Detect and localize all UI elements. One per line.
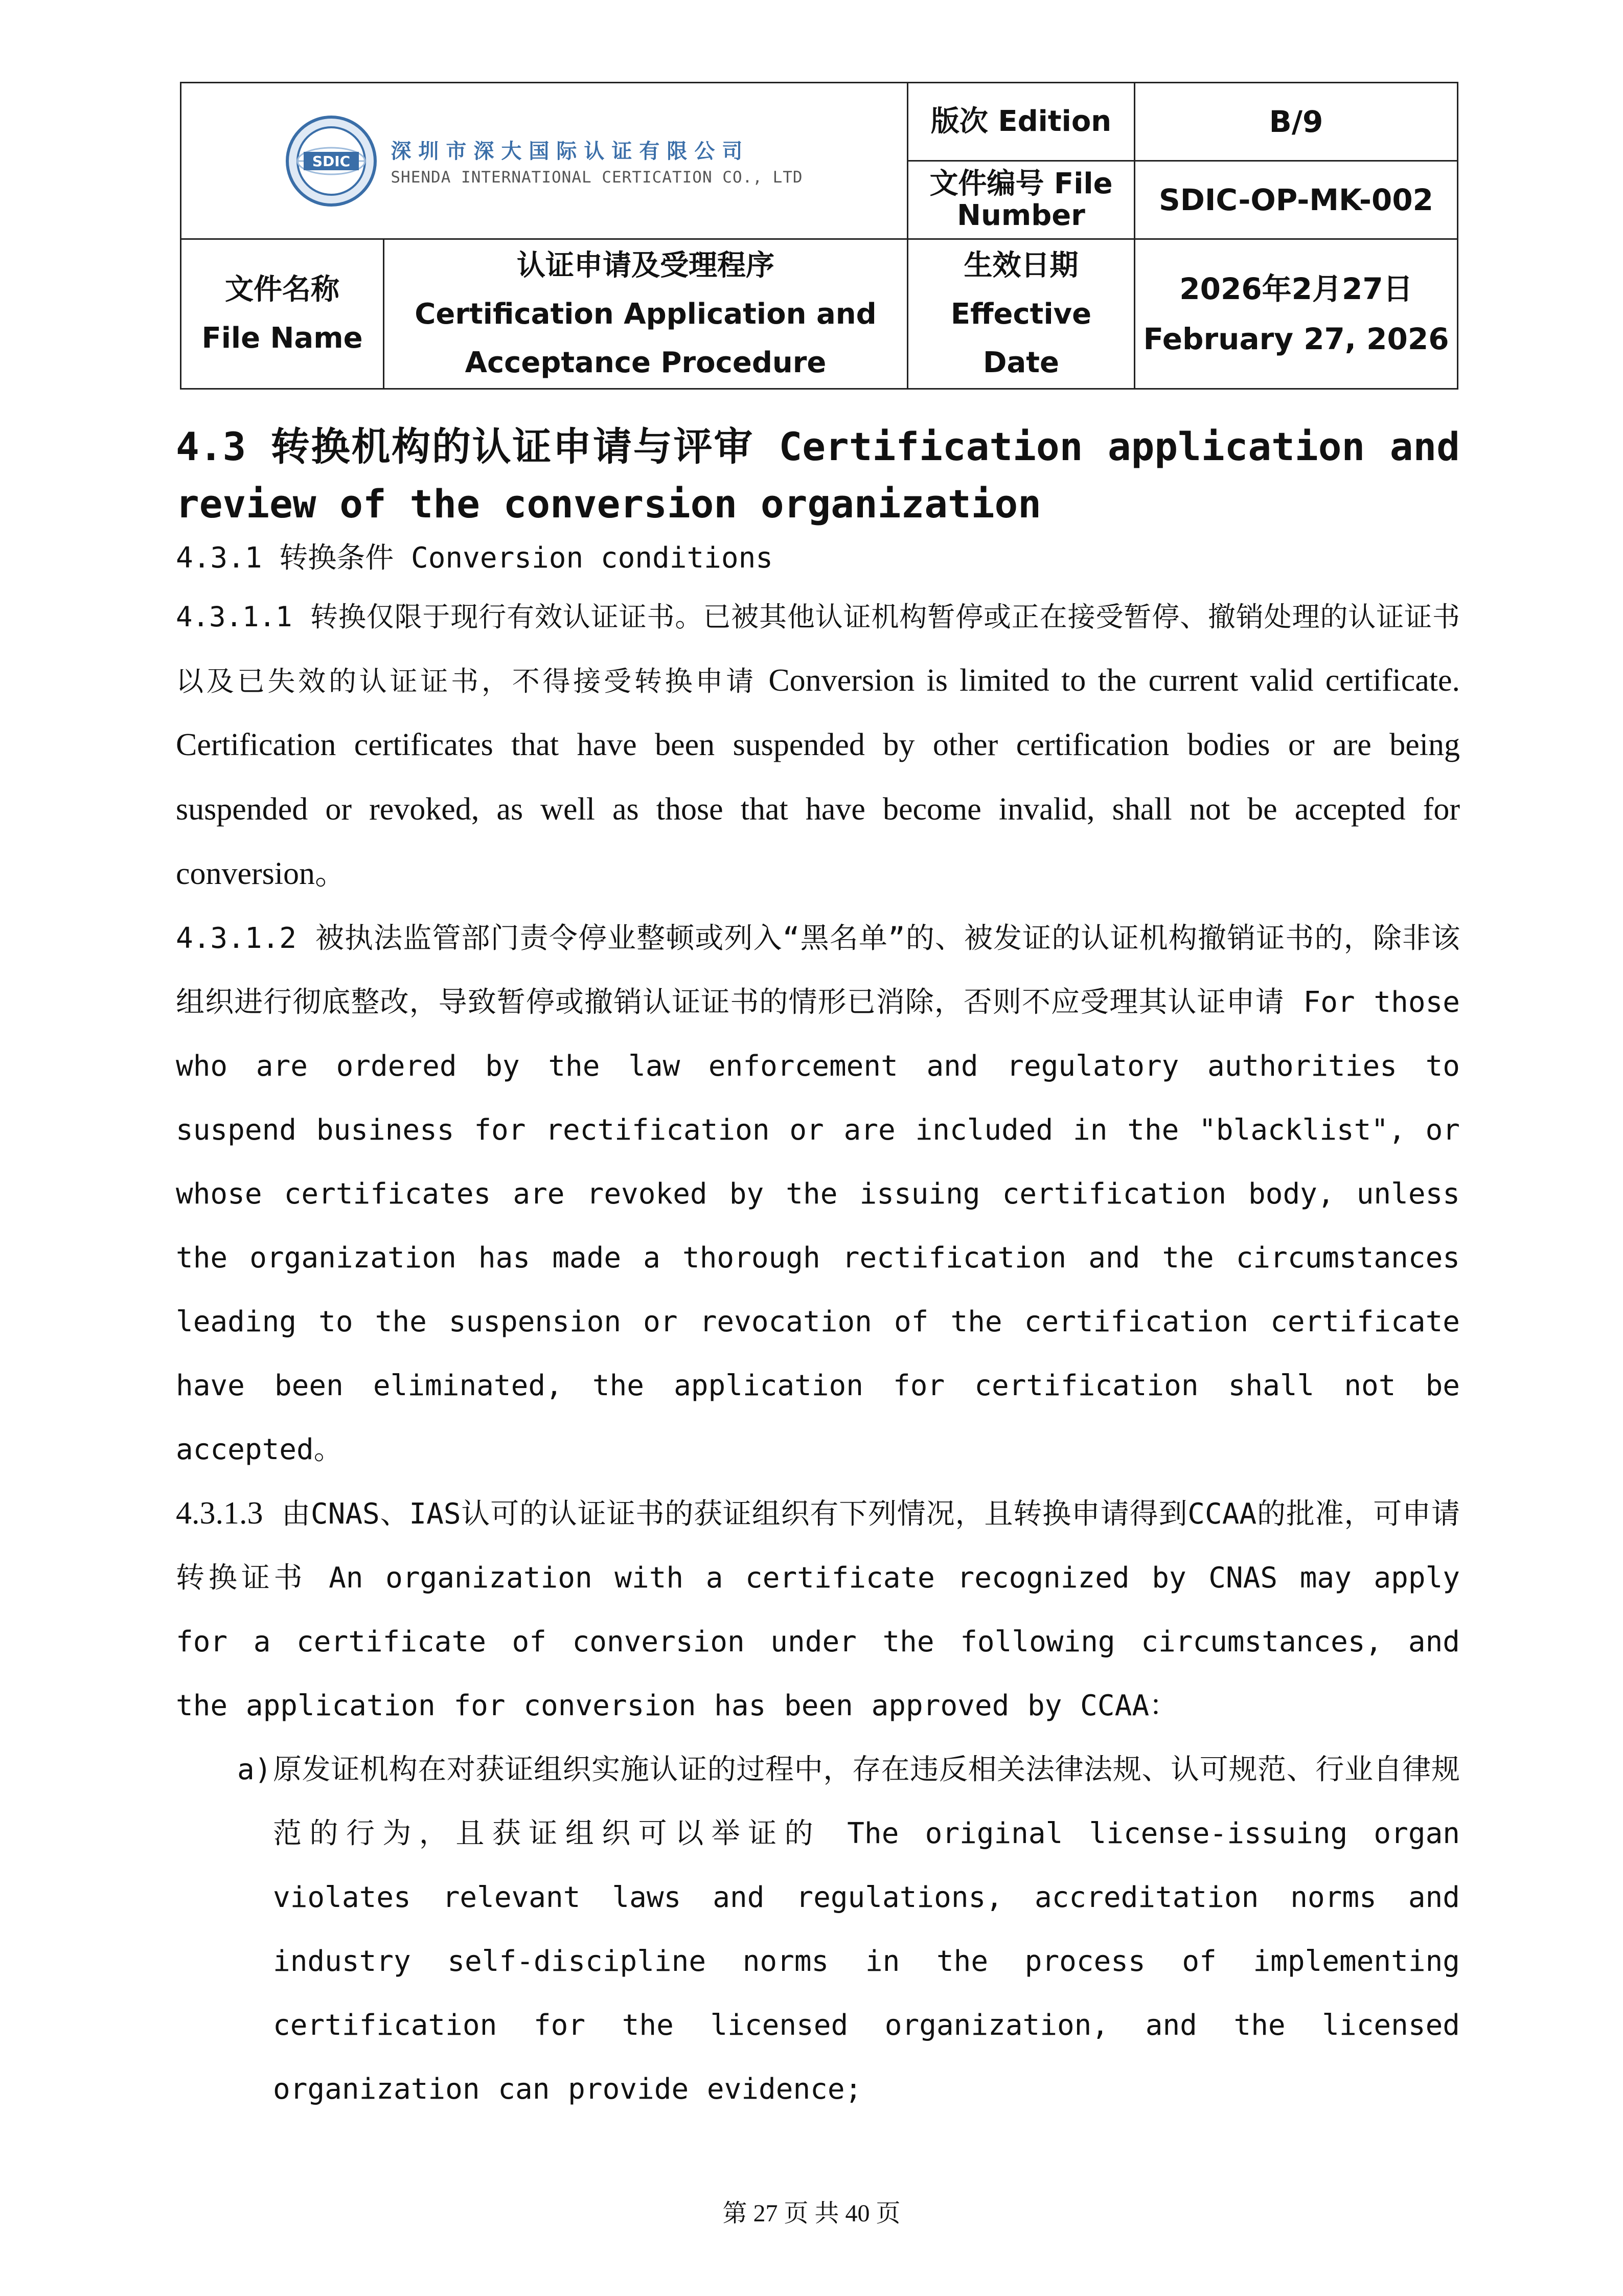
paragraph-4-3-1-2-en: For those who are ordered by the law enforcement and regulatory authorities to suspend business for rectification or are included in the "blacklist", or whose certificates are revoked by the issuing certification body, unless the organization has made a thorough rectification and the circumstances leading to the suspension or revocation of the certification certificate have been eliminated, the application for certification shall not be accepted。 [176,986,1460,1466]
file-name-en-line1: Certification Application and [415,297,877,331]
paragraph-4-3-1-3-number: 4.3.1.3 [176,1496,263,1531]
effective-label-en-1: Effective [950,297,1092,331]
file-name-value [384,239,908,389]
section-heading: 4.3 转换机构的认证申请与评审 Certification application and review of the conversion organization [176,424,1460,527]
file-name-label-en: File Name [201,322,363,355]
paragraph-4-3-1-2-cn: 4.3.1.2 被执法监管部门责令停业整顿或列入“黑名单”的、被发证的认证机构撤销证书的，除非该组织进行彻底整改，导致暂停或撤销认证证书的情形已消除，否则不应受理其认证申请 [176,922,1460,1019]
file-number-value: SDIC-OP-MK-002 [1135,161,1458,239]
edition-label: 版次 Edition [908,83,1135,161]
paragraph-4-3-1-3 [176,1482,1460,1738]
edition-value: B/9 [1135,83,1458,161]
company-logo-cell [181,83,908,239]
paragraph-4-3-1-1-cn: 4.3.1.1 转换仅限于现行有效认证证书。已被其他认证机构暂停或正在接受暂停、撤销处理的认证证书以及已失效的认证证书，不得接受转换申请 [176,601,1460,697]
paragraph-4-3-1-3-cn: 由CNAS、IAS认可的认证证书的获证组织有下列情况，且转换申请得到CCAA的批准，可申请转换证书 [176,1497,1460,1595]
file-name-cn: 认证申请及受理程序 [517,248,774,282]
paragraph-4-3-1-2 [176,906,1460,1482]
file-number-label: 文件编号 File Number [908,161,1135,239]
file-name-label [181,239,384,389]
file-name-label-cn: 文件名称 [225,273,339,306]
company-name-cn: 深圳市深大国际认证有限公司 [391,140,750,163]
effective-date-value [1135,239,1458,389]
section-body [176,418,1460,2121]
company-logo-icon [285,115,377,207]
document-header-table [180,82,1458,390]
paragraph-4-3-1-1 [176,585,1460,906]
file-name-en-line2: Acceptance Procedure [465,346,827,379]
list-item-a [176,1738,1460,2121]
list-item-a-cn: 原发证机构在对获证组织实施认证的过程中，存在违反相关法律法规、认可规范、行业自律规范的行为，且获证组织可以举证的 [273,1753,1460,1850]
page-number-footer: 第 27 页 共 40 页 [722,2200,901,2227]
list-item-a-en: The original license-issuing organ violates relevant laws and regulations, accreditation norms and industry self-discipline norms in the process of implementing certification for the licensed organization, and the licensed organization can provide evidence; [273,1817,1460,2106]
company-name-en: SHENDA INTERNATIONAL CERTICATION CO., LTD [391,168,803,187]
effective-date-en: February 27, 2026 [1143,322,1449,356]
list-item-a-marker: a) [237,1753,272,1786]
logo-monogram: SDIC [312,152,351,170]
paragraph-4-3-1-1-en: Conversion is limited to the current valid certificate. Certification certificates that have been suspended by other certification bodies or are being suspended or revoked, as well as those that have become invalid, shall not be accepted for conversion。 [176,663,1460,891]
effective-label-en-2: Date [982,346,1060,379]
paragraph-4-3-1-3-en: An organization with a certificate recognized by CNAS may apply for a certificate of conversion under the following circumstances, and the application for conversion has been approved by CCAA： [176,1561,1460,1722]
effective-date-cn: 2026年2月27日 [1179,271,1413,306]
effective-date-label [908,239,1135,389]
section-subheading: 4.3.1 转换条件 Conversion conditions [176,541,773,575]
effective-label-cn: 生效日期 [964,248,1079,282]
